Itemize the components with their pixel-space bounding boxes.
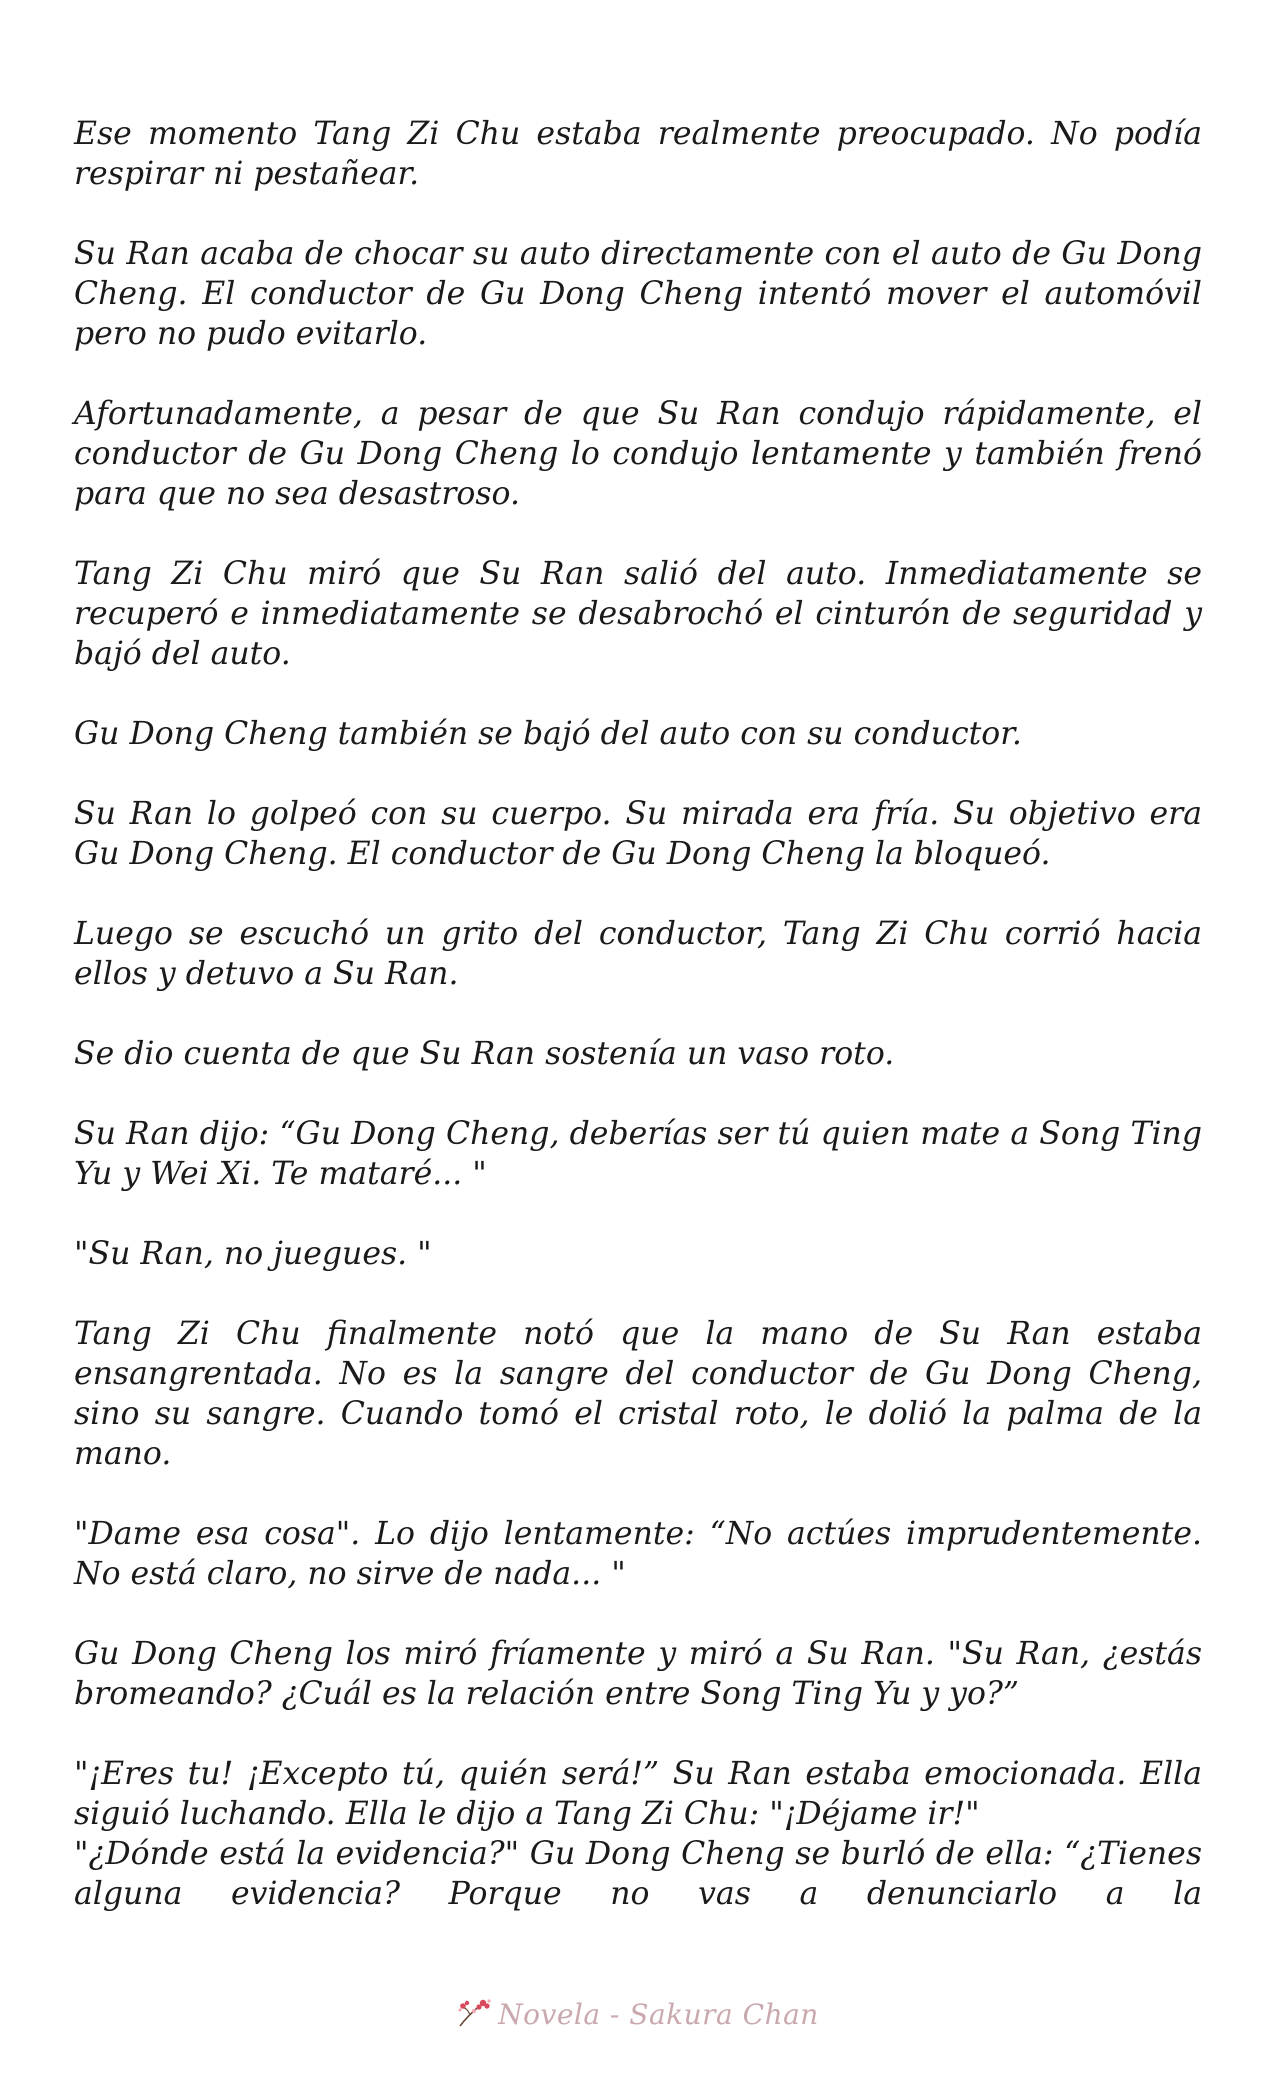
paragraph: Gu Dong Cheng también se bajó del auto con su conductor. (74, 716, 1022, 752)
paragraph: Luego se escuchó un grito del conductor, Tang Zi Chu corrió hacia ellos y detuvo a Su Ran. (74, 916, 1202, 992)
paragraph: Su Ran lo golpeó con su cuerpo. Su mirada era fría. Su objetivo era Gu Dong Cheng. El conductor de Gu Dong Cheng la bloqueó. (74, 796, 1202, 872)
paragraph: Gu Dong Cheng los miró fríamente y miró a Su Ran. "Su Ran, ¿estás bromeando? ¿Cuál es la relación entre Song Ting Yu y yo?” (74, 1636, 1202, 1712)
paragraph: "¿Dónde está la evidencia?" Gu Dong Cheng se burló de ella: “¿Tienes alguna evidencia? Porque no vas a denunciarlo a la (74, 1836, 1202, 1912)
footer-watermark (0, 1996, 1275, 2031)
paragraph: "¡Eres tu! ¡Excepto tú, quién será!” Su Ran estaba emocionada. Ella siguió luchando. Ella le dijo a Tang Zi Chu: "¡Déjame ir!" (74, 1756, 1202, 1832)
paragraph: Ese momento Tang Zi Chu estaba realmente preocupado. No podía respirar ni pestañear. (74, 116, 1202, 192)
paragraph: "Dame esa cosa". Lo dijo lentamente: “No actúes imprudentemente. No está claro, no sirve de nada... " (74, 1516, 1202, 1592)
footer-text: Novela - Sakura Chan (498, 1998, 819, 2031)
paragraph: "Su Ran, no juegues. " (74, 1236, 432, 1272)
paragraph: Su Ran acaba de chocar su auto directamente con el auto de Gu Dong Cheng. El conductor de Gu Dong Cheng intentó mover el automóvil pero no pudo evitarlo. (74, 236, 1202, 352)
paragraph: Su Ran dijo: “Gu Dong Cheng, deberías ser tú quien mate a Song Ting Yu y Wei Xi. Te mataré... " (74, 1116, 1202, 1192)
sakura-flower-icon (456, 1996, 492, 2030)
paragraph: Afortunadamente, a pesar de que Su Ran condujo rápidamente, el conductor de Gu Dong Cheng lo condujo lentamente y también frenó para que no sea desastroso. (74, 396, 1202, 512)
paragraph: Tang Zi Chu finalmente notó que la mano de Su Ran estaba ensangrentada. No es la sangre del conductor de Gu Dong Cheng, sino su sangre. Cuando tomó el cristal roto, le dolió la palma de la mano. (74, 1316, 1202, 1472)
paragraph: Tang Zi Chu miró que Su Ran salió del auto. Inmediatamente se recuperó e inmediatamente se desabrochó el cinturón de seguridad y bajó del auto. (74, 556, 1202, 672)
document-body (74, 114, 1202, 1914)
paragraph: Se dio cuenta de que Su Ran sostenía un vaso roto. (74, 1036, 895, 1072)
